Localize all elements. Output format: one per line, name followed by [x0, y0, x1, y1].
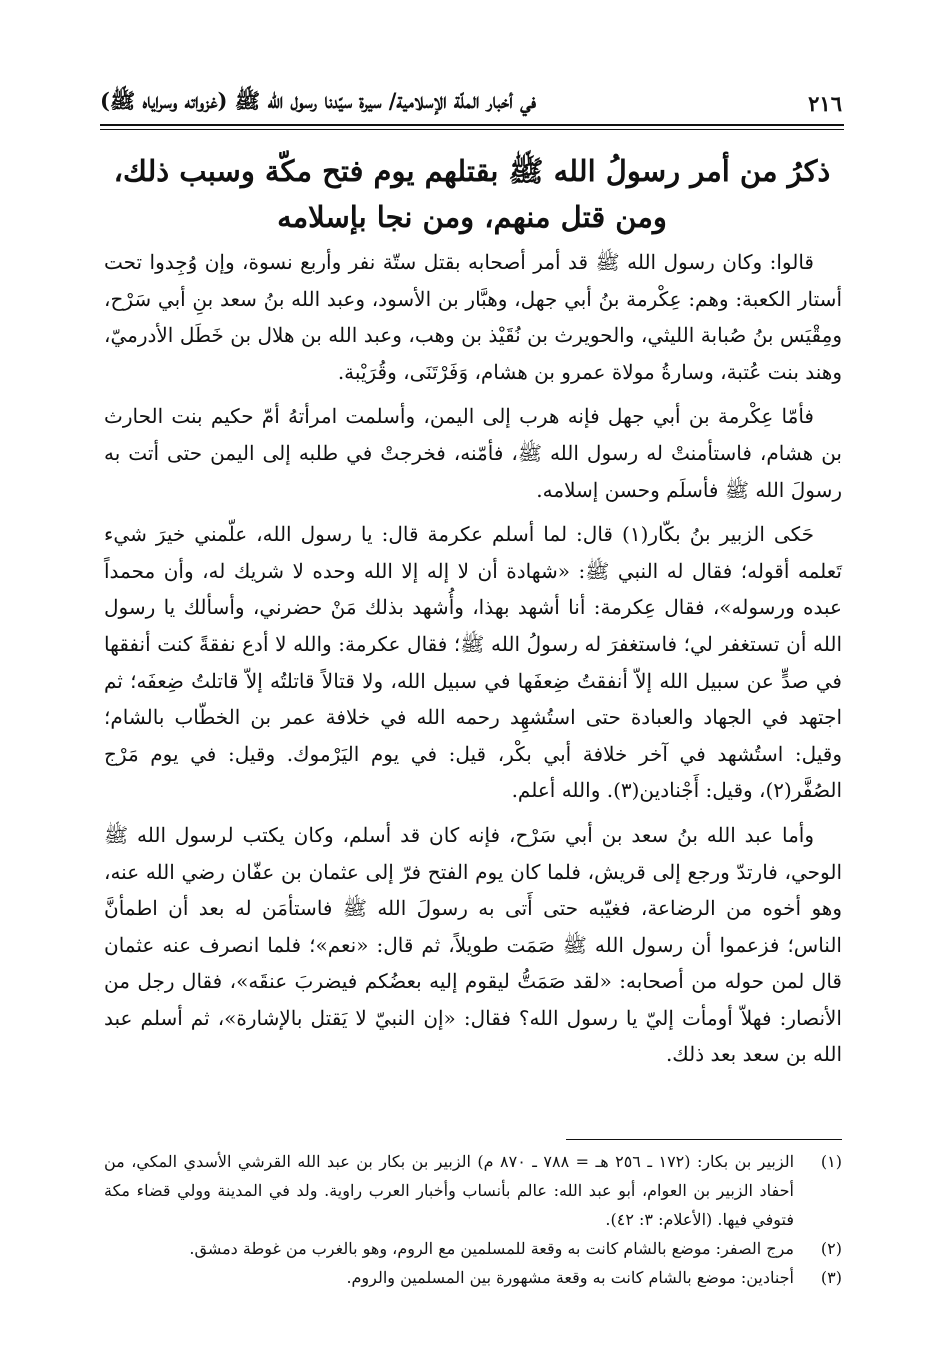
footnote-text: أجنادين: موضع بالشام كانت به وقعة مشهورة بين المسلمين والروم.: [346, 1268, 794, 1287]
footnotes: [104, 1147, 842, 1292]
running-header: [100, 86, 842, 120]
chapter-title: [110, 148, 834, 240]
footnote-number: (١): [820, 1152, 842, 1171]
paragraph: فأمّا عِكْرمة بن أبي جهل فإنه هرب إلى اليمن، وأسلمت امرأتهُ أمّ حكيم بنت الحارث بن هشام، فاستأمنتْ له رسول الله ﷺ، فأمّنه، فخرجتْ في طلبه إلى اليمن حتى أتت به رسولَ الله ﷺ فأسلَم وحسن إسلامه.: [104, 404, 842, 502]
chapter-title-line-2: ومن قتل منهم، ومن نجا بإسلامه: [277, 200, 667, 234]
paragraph: قالوا: وكان رسول الله ﷺ قد أمر أصحابه بقتل ستّة نفر وأربع نسوة، وإن وُجِدوا تحت أستار الكعبة: وهم: عِكْرمة بنُ أبي جهل، وهبَّار بن الأسود، وعبد الله بنُ سعد بنِ أبي سَرْح، ومِقْيَس بنُ صُبابة الليثي، والحويرث بن نُقَيْذ بن وهب، وعبد الله بن هلال بن خَطَل الأدرميّ، وهند بنت عُتبة، وسارةُ مولاة عمرو بن هشام، وَفَرْتَنَى، وقُرَيْبة.: [104, 250, 842, 384]
footnote: [104, 1234, 842, 1263]
running-title: في أخبار الملّة الإسلامية/ سيرة سيّدنا رسول الله ﷺ (غزواته وسراياه ﷺ): [100, 87, 537, 113]
main-text: [104, 244, 842, 1081]
footnote-number: (٢): [820, 1239, 842, 1258]
footnote: [104, 1147, 842, 1234]
paragraph: وأما عبد الله بنُ سعد بن أبي سَرْح، فإنه كان قد أسلم، وكان يكتب لرسول الله ﷺ الوحي، فارتدّ ورجع إلى قريش، فلما كان يوم الفتح فرّ إلى عثمان بن عفّان رضي الله عنه، وهو أخوه من الرضاعة، فغيّبه حتى أَتى به رسولَ الله ﷺ فاستأمَن له بعد أن اطمأنَّ الناس؛ فزعموا أن رسول الله ﷺ صَمَت طويلاً، ثم قال: «نعم»؛ فلما انصرف عنه عثمان قال لمن حوله من أصحابه: «لقد صَمَتُّ ليقوم إليه بعضُكم فيضربَ عنقَه»، فقال رجل من الأنصار: فهلاّ أومأت إليّ يا رسول الله؟ فقال: «إن النبيّ لا يَقتل بالإشارة»، ثم أسلم عبد الله بن سعد بعد ذلك.: [104, 822, 842, 1067]
footnote-text: مرج الصفر: موضع بالشام كانت به وقعة للمسلمين مع الروم، وهو بالغرب من غوطة دمشق.: [189, 1239, 794, 1258]
chapter-title-line-1: ذكرُ من أمر رسولُ الله ﷺ بقتلهم يوم فتح مكّة وسبب ذلك،: [113, 154, 831, 188]
footnote-separator: [566, 1139, 842, 1140]
footnote-number: (٣): [820, 1268, 842, 1287]
page-number: ٢١٦: [808, 90, 842, 116]
header-rule: [100, 124, 844, 130]
paragraph: حَكى الزبير بنُ بكّار(١) قال: لما أسلم عكرمة قال: يا رسول الله، علّمني خيرَ شيء تَعلمه أقوله؛ فقال له النبي ﷺ: «شهادة أن لا إله إلا الله وحده لا شريك له، وأن محمداً عبده ورسوله»، فقال عِكرمة: أنا أشهد بهذا، وأُشهد بذلك مَنْ حضرني، وأسألك يا رسول الله أن تستغفر لي؛ فاستغفرَ له رسولُ الله ﷺ؛ فقال عكرمة: والله لا أدع نفقةً كنت أنفقها في صدٍّ عن سبيل الله إلاّ أنفقتُ ضِعفَها في سبيل الله، ولا قتالاً قاتلتُه إلاّ قاتلتُ ضِعفَه؛ ثم اجتهد في الجهاد والعبادة حتى استُشهِد رحمه الله في خلافة عمر بن الخطّاب بالشام؛ وقيل: استُشهد في آخر خلافة أبي بكْر، قيل: في يوم اليَرْموك. وقيل: في يوم مَرْج الصُفَّر(٢)، وقيل: أَجْنادين(٣). والله أعلم.: [104, 522, 842, 803]
footnote-text: الزبير بن بكار: (١٧٢ ـ ٢٥٦ هـ = ٧٨٨ ـ ٨٧٠ م) الزبير بن بكار بن عبد الله القرشي الأسدي المكي، من أحفاد الزبير بن العوام، أبو عبد الله: عالم بأنساب وأخبار العرب راوية. ولد في المدينة وولي قضاء مكة فتوفي فيها. (الأعلام: ٣: ٤٢).: [104, 1152, 795, 1229]
footnote: [104, 1263, 842, 1292]
